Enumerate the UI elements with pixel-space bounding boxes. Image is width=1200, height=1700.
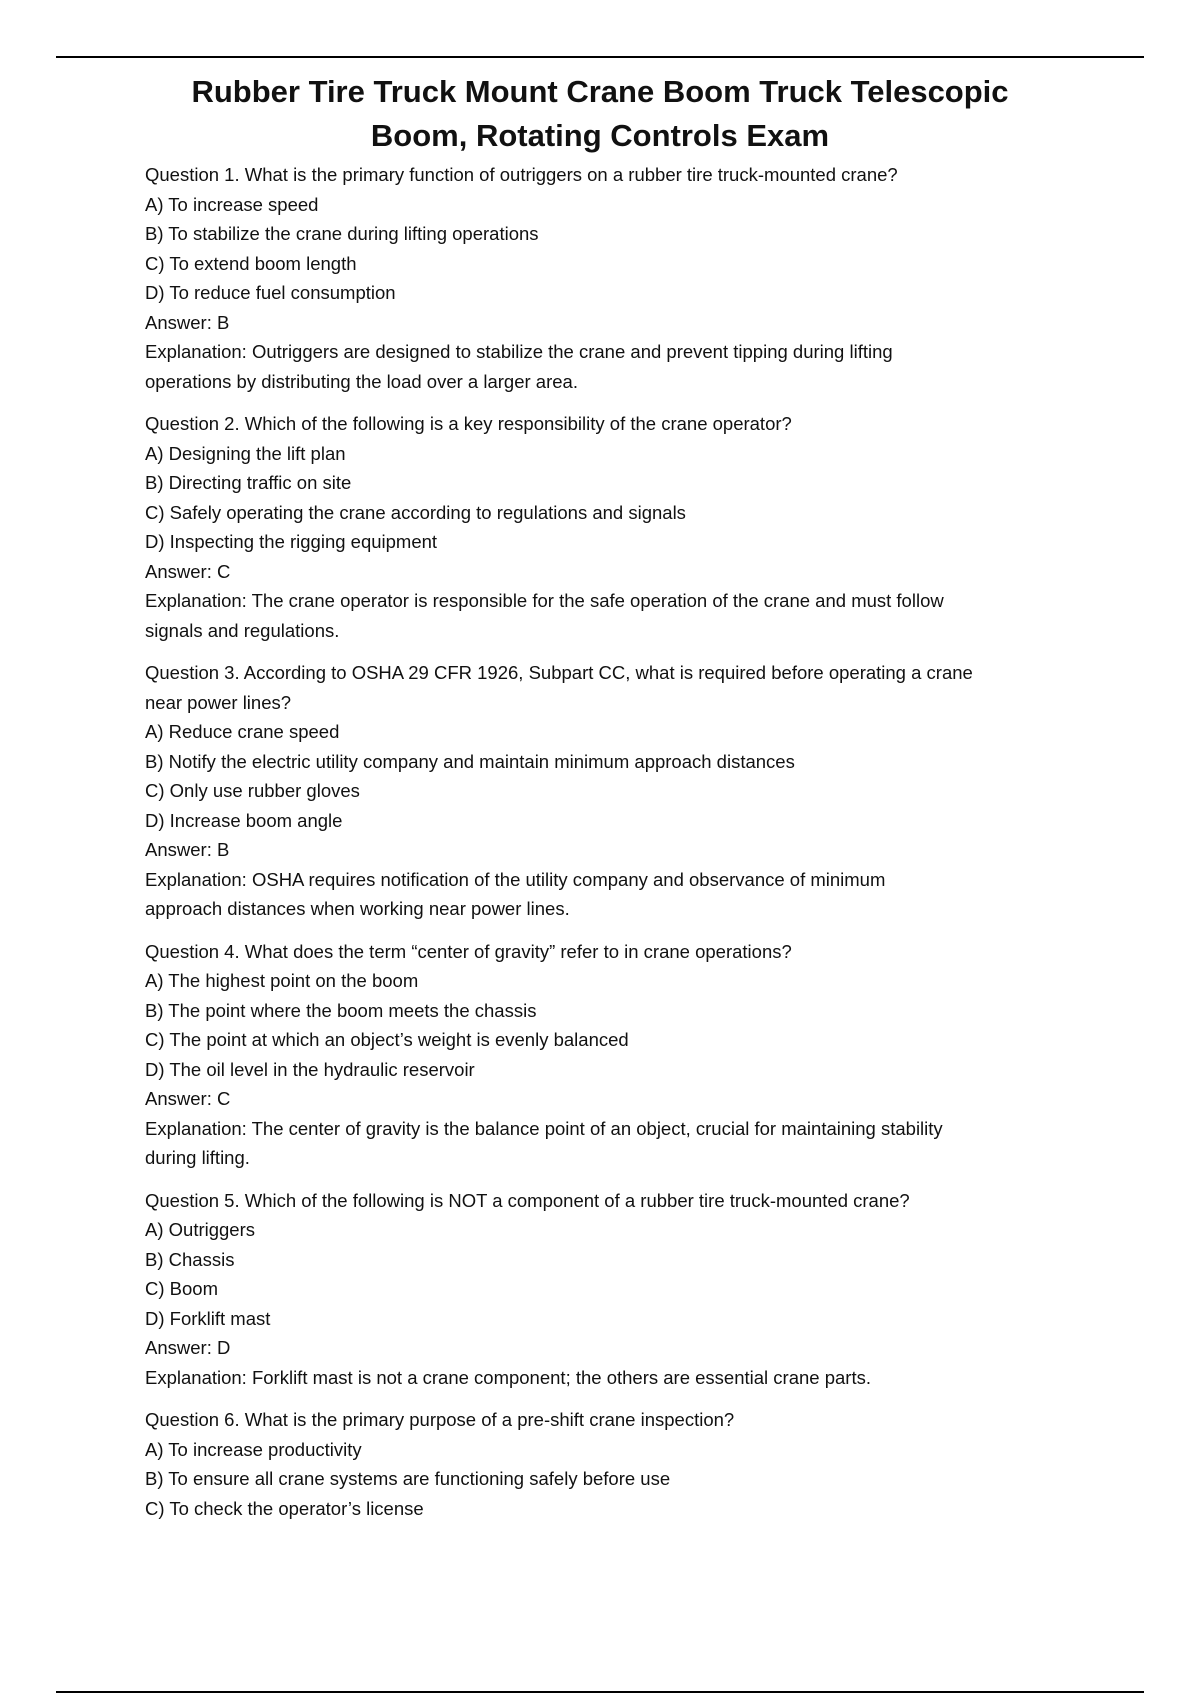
bottom-rule <box>56 1691 1144 1693</box>
question-text: Question 4. What does the term “center of gravity” refer to in crane operations? <box>145 940 792 962</box>
explanation-line-1: Explanation: Outriggers are designed to stabilize the crane and prevent tipping during lifting <box>145 341 893 362</box>
option-a: A) Designing the lift plan <box>145 442 346 464</box>
answer-text: Answer: C <box>145 1088 231 1109</box>
explanation-line-1: Explanation: Forklift mast is not a crane component; the others are essential crane parts. <box>145 1366 871 1388</box>
option-c: C) Safely operating the crane according to regulations and signals <box>145 501 686 523</box>
question-text: Question 6. What is the primary purpose of a pre-shift crane inspection? <box>145 1409 735 1430</box>
option-d: D) Forklift mast <box>145 1307 271 1329</box>
explanation-line-2: approach distances when working near power lines. <box>145 898 570 919</box>
questions-list <box>145 160 1055 1536</box>
question-block-6 <box>145 1405 1055 1523</box>
question-text: Question 5. Which of the following is NOT a component of a rubber tire truck-mounted crane? <box>145 1189 910 1211</box>
title-line-1: Rubber Tire Truck Mount Crane Boom Truck Telescopic <box>191 74 1009 109</box>
option-a: A) Reduce crane speed <box>145 721 340 742</box>
answer-text: Answer: D <box>145 1337 231 1358</box>
option-a: A) Outriggers <box>145 1219 256 1240</box>
explanation-line-2: signals and regulations. <box>145 619 340 641</box>
document-page <box>0 70 1200 1519</box>
option-c: C) Only use rubber gloves <box>145 780 360 801</box>
top-rule <box>56 56 1144 58</box>
option-b: B) To ensure all crane systems are functioning safely before use <box>145 1468 671 1489</box>
question-text: Question 1. What is the primary function of outriggers on a rubber tire truck-mounted crane? <box>145 164 898 185</box>
answer-text: Answer: B <box>145 311 230 333</box>
option-c: C) To check the operator’s license <box>145 1497 424 1519</box>
option-a: A) To increase productivity <box>145 1438 362 1460</box>
option-c: C) The point at which an object’s weight is evenly balanced <box>145 1029 629 1050</box>
question-block-1 <box>145 160 1055 396</box>
question-block-3 <box>145 658 1055 924</box>
option-a: A) To increase speed <box>145 193 319 215</box>
option-b: B) Notify the electric utility company and maintain minimum approach distances <box>145 750 795 772</box>
option-d: D) To reduce fuel consumption <box>145 282 396 303</box>
question-block-4 <box>145 937 1055 1173</box>
question-text: Question 2. Which of the following is a key responsibility of the crane operator? <box>145 413 792 434</box>
option-b: B) To stabilize the crane during lifting operations <box>145 223 539 244</box>
answer-text: Answer: C <box>145 560 231 582</box>
option-b: B) Chassis <box>145 1248 235 1270</box>
option-c: C) Boom <box>145 1278 218 1299</box>
option-b: B) The point where the boom meets the chassis <box>145 999 537 1021</box>
question-block-2 <box>145 409 1055 645</box>
option-d: D) The oil level in the hydraulic reservoir <box>145 1058 475 1080</box>
answer-text: Answer: B <box>145 839 230 860</box>
explanation-line-1: Explanation: OSHA requires notification of the utility company and observance of minimum <box>145 868 886 890</box>
explanation-line-1: Explanation: The center of gravity is the balance point of an object, crucial for maintaining stability <box>145 1117 943 1139</box>
question-block-5 <box>145 1186 1055 1393</box>
explanation-line-2: during lifting. <box>145 1147 250 1168</box>
option-b: B) Directing traffic on site <box>145 472 352 493</box>
question-text-line-2: near power lines? <box>145 691 292 713</box>
title-line-2: Boom, Rotating Controls Exam <box>370 118 830 153</box>
option-a: A) The highest point on the boom <box>145 970 419 991</box>
option-c: C) To extend boom length <box>145 252 357 274</box>
question-text-line-1: Question 3. According to OSHA 29 CFR 1926, Subpart CC, what is required before operating a crane <box>145 662 973 683</box>
document-title <box>0 70 1200 158</box>
explanation-line-2: operations by distributing the load over a larger area. <box>145 370 578 392</box>
option-d: D) Increase boom angle <box>145 809 343 831</box>
explanation-line-1: Explanation: The crane operator is responsible for the safe operation of the crane and must follow <box>145 590 944 611</box>
option-d: D) Inspecting the rigging equipment <box>145 531 438 552</box>
